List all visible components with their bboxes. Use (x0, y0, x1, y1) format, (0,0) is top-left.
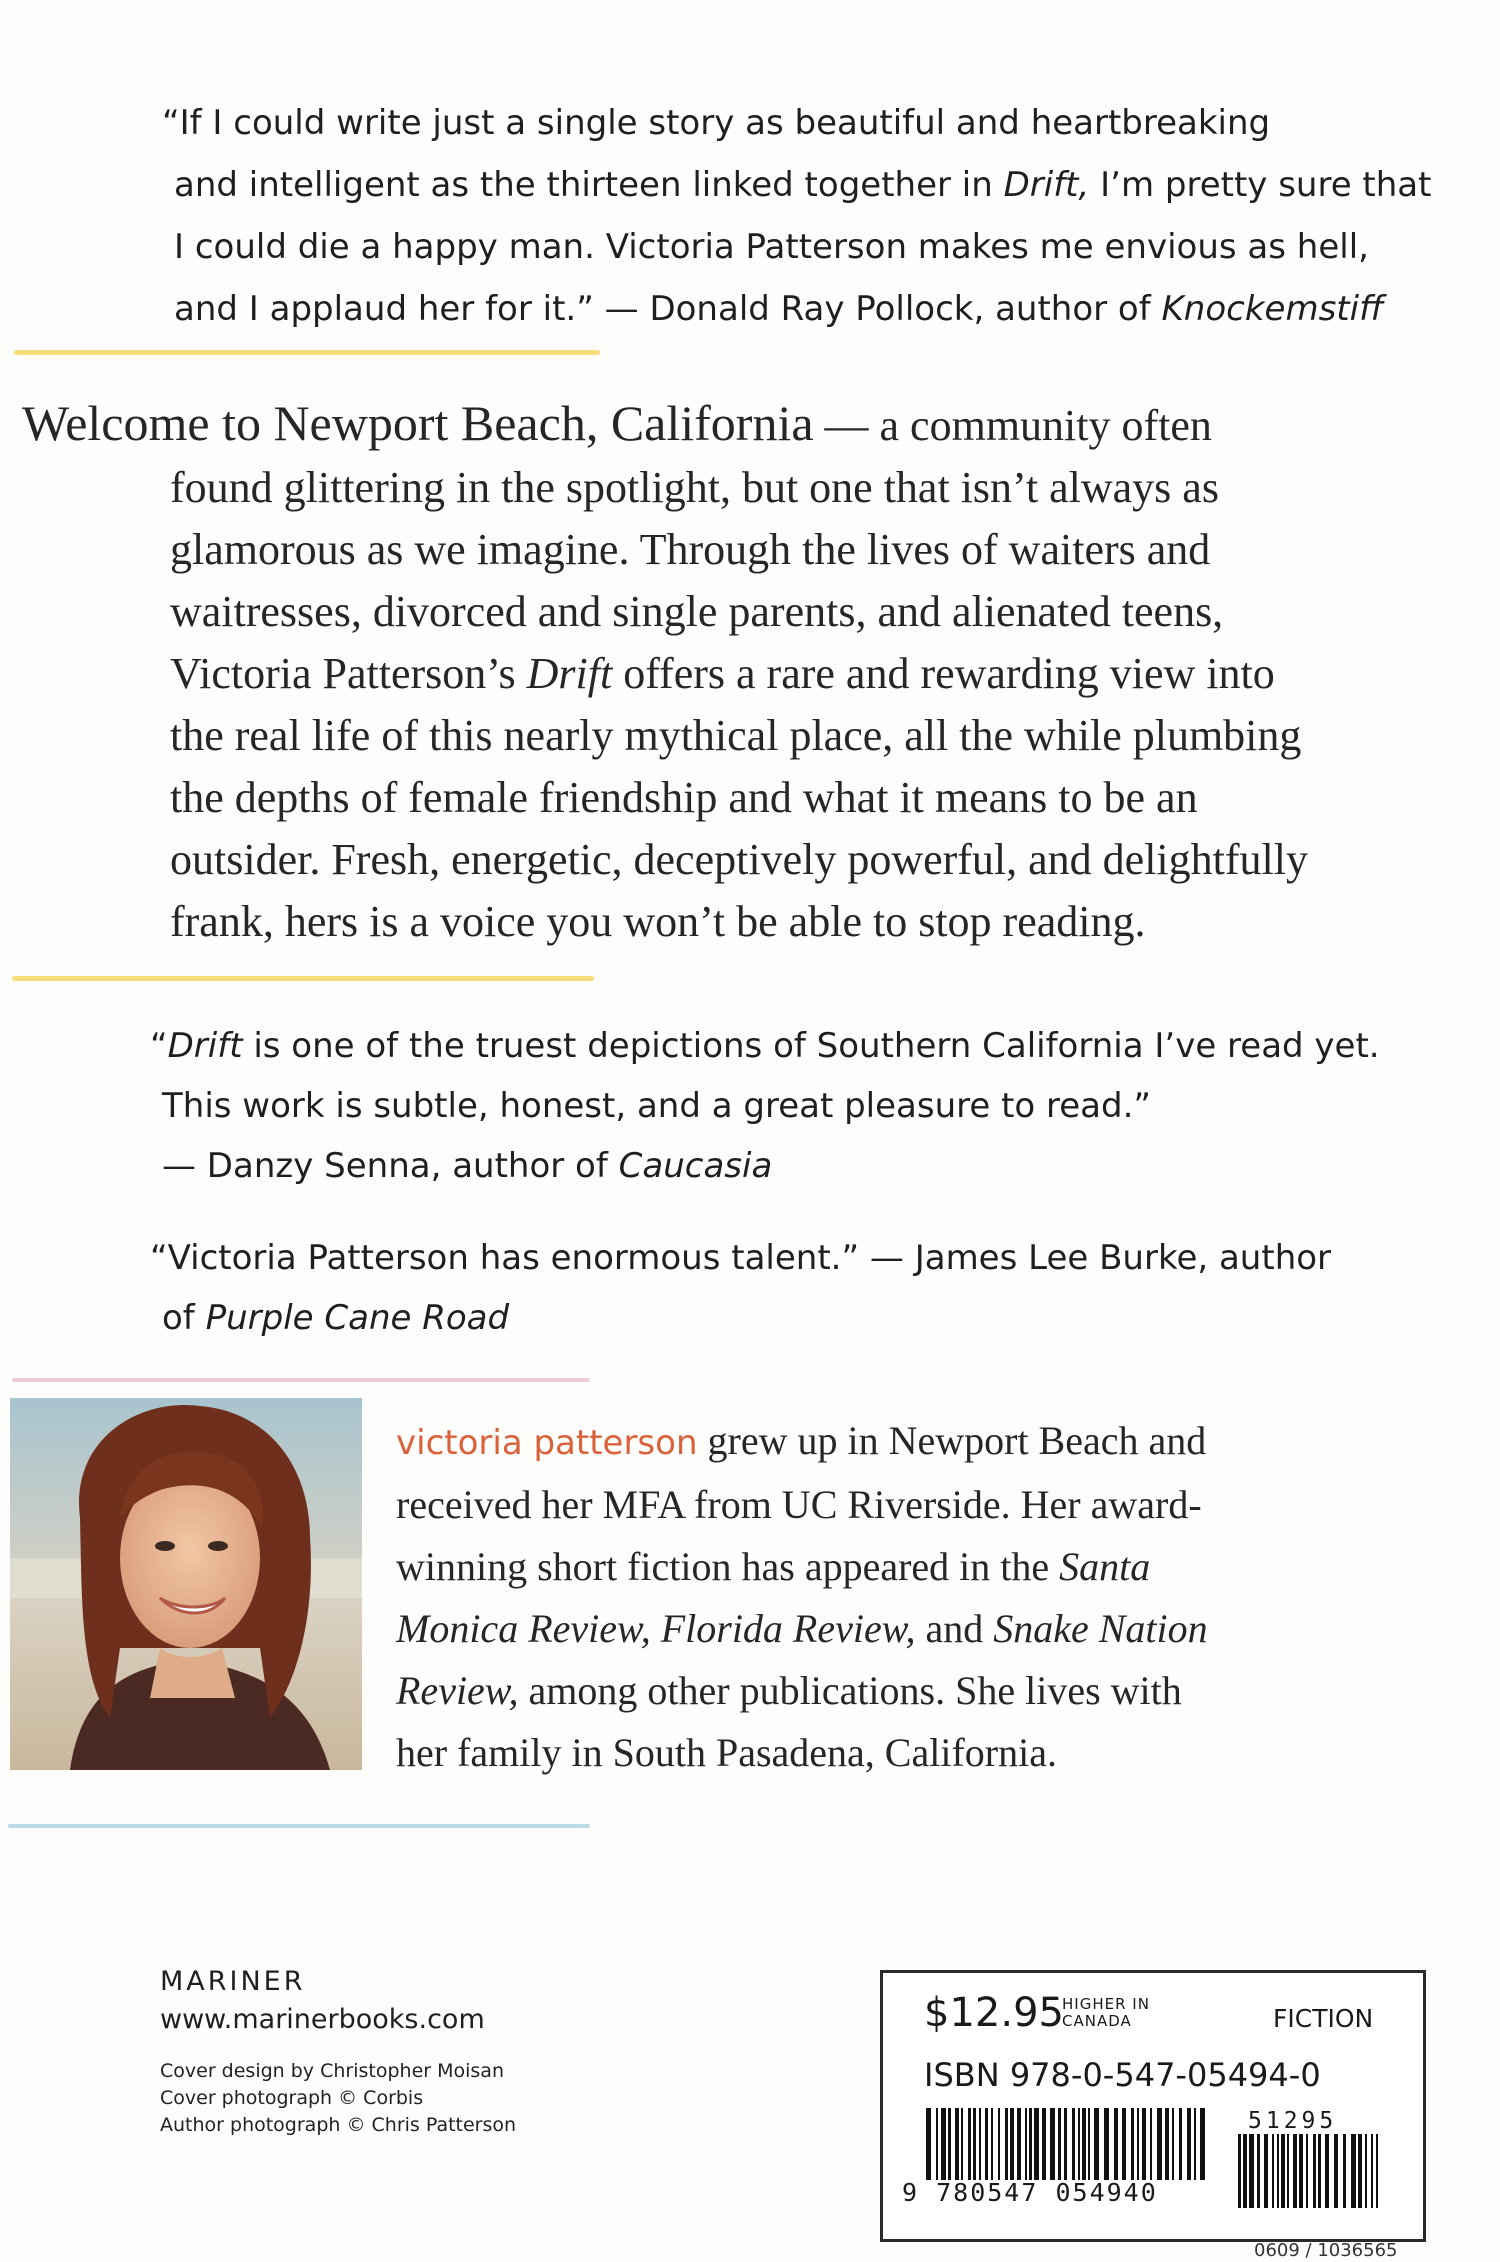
barcode-bar (1025, 2108, 1027, 2180)
barcode-bar (1257, 2134, 1260, 2208)
barcode-bar (1293, 2134, 1297, 2208)
barcode-bar (1005, 2108, 1008, 2180)
barcode-bar (968, 2108, 971, 2180)
quote-line: I could die a happy man. Victoria Patterson makes me envious as hell, (174, 227, 1369, 267)
supplement-number: 51295 (1248, 2108, 1338, 2134)
publisher-url[interactable]: www.marinerbooks.com (160, 2004, 485, 2035)
barcode-bar (1343, 2134, 1346, 2208)
quote-mark: “ (150, 1026, 168, 1066)
author-photo (10, 1398, 362, 1770)
barcode-bar (961, 2108, 963, 2180)
bio-line (396, 1660, 1466, 1722)
publication-title: Snake Nation (993, 1606, 1208, 1651)
blurb-line: waitresses, divorced and single parents, and alienated teens, (170, 587, 1224, 636)
price-note-line: CANADA (1062, 2012, 1132, 2030)
bio-line (396, 1410, 1466, 1474)
barcode-bar (1172, 2108, 1174, 2180)
barcode-bar (1325, 2134, 1329, 2208)
barcode-bar (1104, 2108, 1109, 2180)
barcode-supplement (1238, 2134, 1382, 2208)
isbn: ISBN 978-0-547-05494-0 (924, 2056, 1321, 2094)
barcode-bar (1131, 2108, 1134, 2180)
quote-line: This work is subtle, honest, and a great pleasure to read.” (162, 1086, 1152, 1126)
barcode-bar (1249, 2134, 1254, 2208)
barcode-bar (936, 2108, 938, 2180)
barcode-number: 9 780547 054940 (902, 2178, 1158, 2207)
barcode-bar (1351, 2134, 1356, 2208)
blurb-lead: Welcome to Newport Beach, California (22, 395, 814, 451)
barcode-bar (1114, 2108, 1118, 2180)
barcode-bar (1142, 2108, 1146, 2180)
barcode-bar (1029, 2108, 1032, 2180)
credit-cover-photo: Cover photograph © Corbis (160, 2087, 424, 2109)
category-label: FICTION (1273, 2004, 1374, 2033)
barcode-bar (1277, 2134, 1279, 2208)
barcode-bar (1042, 2108, 1046, 2180)
publication-title: Santa (1059, 1544, 1151, 1589)
quote-senna (150, 1016, 1410, 1196)
quote-text: and intelligent as the thirteen linked together in (174, 165, 1004, 205)
credit-author-photo: Author photograph © Chris Patterson (160, 2114, 517, 2136)
barcode-bar (1064, 2108, 1067, 2180)
price-note (1062, 1996, 1150, 2030)
price: $12.95 (924, 1990, 1064, 2036)
blurb-line: glamorous as we imagine. Through the lives of waiters and (170, 525, 1211, 574)
bio-text: and (915, 1606, 994, 1651)
barcode-bar (1318, 2134, 1321, 2208)
credit-cover-design: Cover design by Christopher Moisan (160, 2060, 504, 2082)
bio-text: grew up in Newport Beach and (697, 1418, 1207, 1463)
divider-yellow (12, 976, 594, 981)
barcode-bar (1010, 2108, 1014, 2180)
barcode-bar (1313, 2134, 1316, 2208)
barcode-bar (1287, 2134, 1289, 2208)
quote-line (162, 154, 1432, 216)
barcode-bar (991, 2108, 993, 2180)
barcode-bar (985, 2108, 988, 2180)
bio-text: among other publications. She lives with (518, 1668, 1182, 1713)
quote-line (162, 278, 1402, 340)
publisher-name: MARINER (160, 1966, 306, 1997)
blurb-line: outsider. Fresh, energetic, deceptively powerful, and delightfully (170, 835, 1308, 884)
barcode-bar (1094, 2108, 1099, 2180)
blurb-line: the real life of this nearly mythical place, all the while plumbing (170, 711, 1302, 760)
blurb-line: found glittering in the spotlight, but one that isn’t always as (170, 463, 1219, 512)
barcode-bar (1179, 2108, 1182, 2180)
quote-attribution: of (162, 1298, 206, 1338)
barcode-bar (979, 2108, 981, 2180)
bio-line: received her MFA from UC Riverside. Her award- (396, 1482, 1202, 1527)
barcode-bar (1072, 2108, 1075, 2180)
publication-title: Monica Review, Florida Review, (396, 1606, 916, 1651)
author-bio (396, 1410, 1466, 1784)
book-title: Knockemstiff (1161, 289, 1384, 329)
book-title: Caucasia (618, 1146, 773, 1186)
barcode-bar (1137, 2108, 1139, 2180)
price-note-line: HIGHER IN (1062, 1995, 1150, 2013)
barcode-bar (1243, 2134, 1247, 2208)
blurb-line (22, 392, 1452, 457)
divider-pink (12, 1378, 590, 1382)
publisher-block (160, 1964, 485, 2040)
bio-line (396, 1598, 1466, 1660)
barcode-bar (1078, 2108, 1080, 2180)
divider-yellow (14, 350, 600, 355)
stock-code: 0609 / 1036565 (1254, 2240, 1398, 2261)
barcode-bar (948, 2108, 951, 2180)
barcode-bar (1150, 2108, 1152, 2180)
blurb-text: Victoria Patterson’s (170, 649, 527, 698)
barcode-bar (973, 2108, 976, 2180)
barcode-bar (1371, 2134, 1373, 2208)
quote-attribution: and I applaud her for it.” — Donald Ray Pollock, author of (174, 289, 1162, 329)
barcode-bar (1157, 2108, 1162, 2180)
publication-title: Review, (396, 1668, 519, 1713)
barcode-bar (955, 2108, 959, 2180)
quote-line (150, 1016, 1410, 1076)
quote-line: “If I could write just a single story as beautiful and heartbreaking (162, 103, 1271, 143)
barcode-main (926, 2108, 1208, 2180)
bio-line: her family in South Pasadena, California. (396, 1730, 1057, 1775)
blurb-text: — a community often (813, 401, 1212, 450)
barcode-bar (1272, 2134, 1274, 2208)
blurb-text: offers a rare and rewarding view into (612, 649, 1275, 698)
barcode-bar (926, 2108, 931, 2180)
barcode-bar (1187, 2108, 1191, 2180)
barcode-bar (1058, 2108, 1061, 2180)
book-title: Purple Cane Road (205, 1298, 510, 1338)
barcode-bar (1165, 2108, 1169, 2180)
divider-blue (8, 1824, 590, 1828)
barcode-bar (1200, 2108, 1205, 2180)
barcode-bar (1017, 2108, 1021, 2180)
barcode-bar (1194, 2108, 1196, 2180)
barcode-bar (1334, 2134, 1338, 2208)
quote-line (150, 1136, 1410, 1196)
quote-text: I’m pretty sure that (1089, 165, 1432, 205)
quote-burke (150, 1228, 1410, 1348)
book-title: Drift, (1003, 165, 1090, 205)
barcode-bar (1376, 2134, 1378, 2208)
book-title: Drift (167, 1026, 243, 1066)
barcode-bar (941, 2108, 946, 2180)
author-name: victoria patterson (396, 1423, 698, 1463)
quote-pollock (162, 92, 1432, 340)
blurb-line: the depths of female friendship and what it means to be an (170, 773, 1198, 822)
barcode-bar (1088, 2108, 1090, 2180)
barcode-bar (1238, 2134, 1241, 2208)
barcode-bar (1306, 2134, 1308, 2208)
barcode-bar (998, 2108, 1000, 2180)
quote-attribution: — Danzy Senna, author of (162, 1146, 619, 1186)
barcode-bar (1358, 2134, 1362, 2208)
barcode-bar (1050, 2108, 1055, 2180)
book-title: Drift (526, 649, 613, 698)
barcode-bar (1365, 2134, 1367, 2208)
barcode-bar (1264, 2134, 1268, 2208)
book-description (22, 392, 1452, 953)
credits (160, 2058, 516, 2139)
barcode-bar (1122, 2108, 1126, 2180)
quote-line (150, 1288, 1410, 1348)
quote-text: is one of the truest depictions of Southern California I’ve read yet. (242, 1026, 1380, 1066)
barcode-bar (1281, 2134, 1285, 2208)
barcode-bar (1034, 2108, 1039, 2180)
quote-line: “Victoria Patterson has enormous talent.” — James Lee Burke, author (150, 1238, 1332, 1278)
blurb-line (22, 643, 1452, 705)
author-portrait-illustration (10, 1398, 362, 1770)
bio-line (396, 1536, 1466, 1598)
barcode-bar (1082, 2108, 1086, 2180)
barcode-bar (1299, 2134, 1303, 2208)
bio-text: winning short fiction has appeared in the (396, 1544, 1060, 1589)
blurb-line: frank, hers is a voice you won’t be able to stop reading. (170, 897, 1146, 946)
